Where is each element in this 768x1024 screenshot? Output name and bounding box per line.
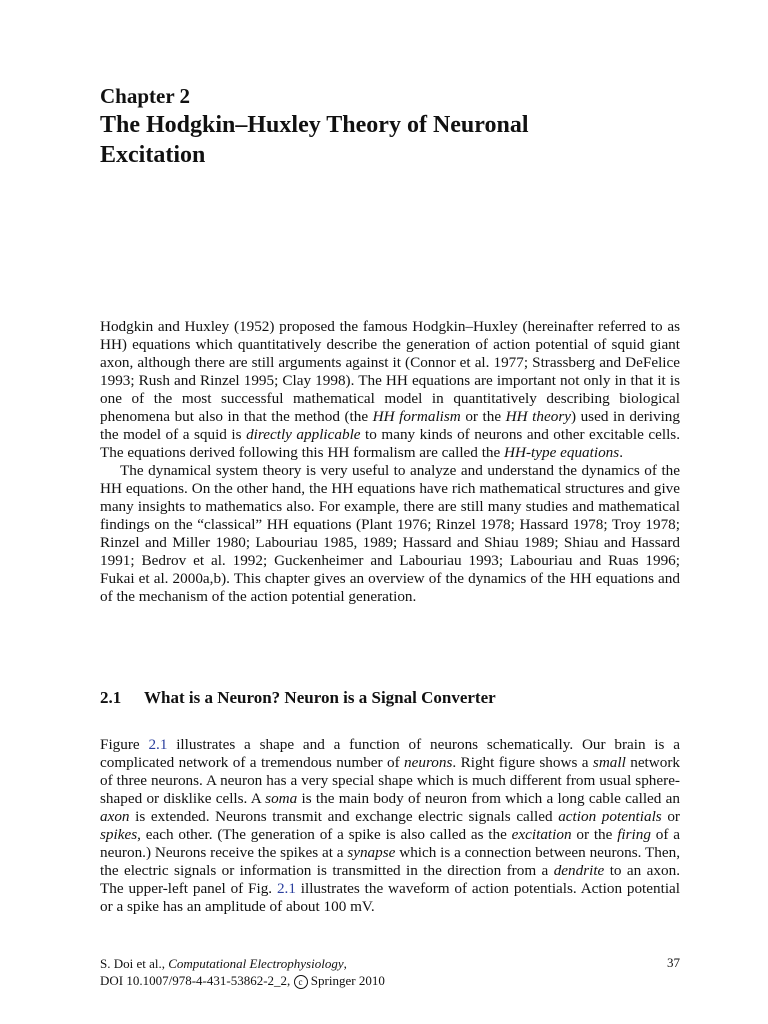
- term-soma: soma: [265, 790, 298, 807]
- chapter-title-line1: The Hodgkin–Huxley Theory of Neuronal: [100, 112, 529, 138]
- chapter-label: Chapter 2: [100, 84, 191, 108]
- term-excitation: excitation: [511, 826, 572, 843]
- footer-book-title: Computational Electrophysiology: [168, 956, 344, 971]
- document-page: [100, 0, 680, 1024]
- footer-doi: DOI 10.1007/978-4-431-53862-2_2,: [100, 973, 294, 988]
- page-number: 37: [667, 955, 680, 970]
- footer-authors: S. Doi et al.,: [100, 956, 169, 971]
- term-directly-applicable: directly applicable: [246, 426, 361, 443]
- section-paragraph-1: Figure 2.1 illustrates a shape and a function of neurons schematically. Our brain is a complicated network of a tremendous number of neurons. Right figure shows a small network of three neurons. A neuron has a very special shape which is much different from usual sphere-shaped or disklike cells. A soma is the main body of neuron from which a long cable called an axon is extended. Neurons transmit and exchange electric signals called action potentials or spikes, each other. (The generation of a spike is also called as the excitation or the firing of a neuron.) Neurons receive the spikes at a synapse which is a connection between neurons. Then, the electric signals or information is transmitted in the direction from a dendrite to an axon. The upper-left panel of Fig. 2.1 illustrates the waveform of action potentials. Action potential or a spike has an amplitude of about 100 mV.: [100, 736, 681, 915]
- chapter-title: [100, 110, 660, 170]
- chapter-title-line2: Excitation: [100, 142, 206, 168]
- intro-section: [100, 318, 680, 606]
- figure-ref-link[interactable]: 2.1: [148, 736, 168, 753]
- section-body: [100, 736, 680, 916]
- term-hh-type-equations: HH-type equations: [504, 444, 620, 461]
- term-small: small: [592, 754, 626, 771]
- term-synapse: synapse: [347, 844, 396, 861]
- intro-paragraph-1: Hodgkin and Huxley (1952) proposed the famous Hodgkin–Huxley (hereinafter referred to as HH) equations which quantitatively describe the generation of action potential of squid giant axon, although there are still arguments against it (Connor et al. 1977; Strassberg and DeFelice 1993; Rush and Rinzel 1995; Clay 1998). The HH equations are important not only in that it is one of the most successful mathematical model in quantitatively describing biological phenomena but also in that the method (the HH formalism or the HH theory) used in deriving the model of a squid is directly applicable to many kinds of neurons and other excitable cells. The equations derived following this HH formalism are called the HH-type equations.: [100, 318, 680, 461]
- term-dendrite: dendrite: [553, 862, 605, 879]
- section-number: 2.1: [100, 688, 122, 707]
- footer-publisher: Springer 2010: [307, 973, 385, 988]
- section-title: What is a Neuron? Neuron is a Signal Converter: [144, 688, 496, 707]
- term-action-potentials: action potentials: [558, 808, 662, 825]
- copyright-icon: c: [294, 975, 308, 989]
- term-neurons: neurons: [404, 754, 453, 771]
- footer-citation: S. Doi et al., Computational Electrophysiology, DOI 10.1007/978-4-431-53862-2_2, c Springer 2010: [100, 956, 385, 988]
- intro-paragraph-2: The dynamical system theory is very useful to analyze and understand the dynamics of the HH equations. On the other hand, the HH equations have rich mathematical structures and give many insights to mathematics also. For example, there are still many studies and mathematical findings on the “classical” HH equations (Plant 1976; Rinzel 1978; Hassard 1978; Troy 1978; Rinzel and Miller 1980; Labouriau 1985, 1989; Hassard and Shiau 1989; Shiau and Hassard 1991; Bedrov et al. 1992; Guckenheimer and Labouriau 1993; Labouriau and Ruas 1996; Fukai et al. 2000a,b). This chapter gives an overview of the dynamics of the HH equations and of the mechanism of the action potential generation.: [100, 462, 680, 605]
- term-hh-theory: HH theory: [505, 408, 571, 425]
- term-firing: firing: [617, 826, 651, 843]
- term-hh-formalism: HH formalism: [372, 408, 461, 425]
- term-spikes: spikes: [100, 826, 138, 843]
- figure-ref-link[interactable]: 2.1: [276, 880, 296, 897]
- section-heading: [100, 688, 496, 708]
- term-axon: axon: [100, 808, 130, 825]
